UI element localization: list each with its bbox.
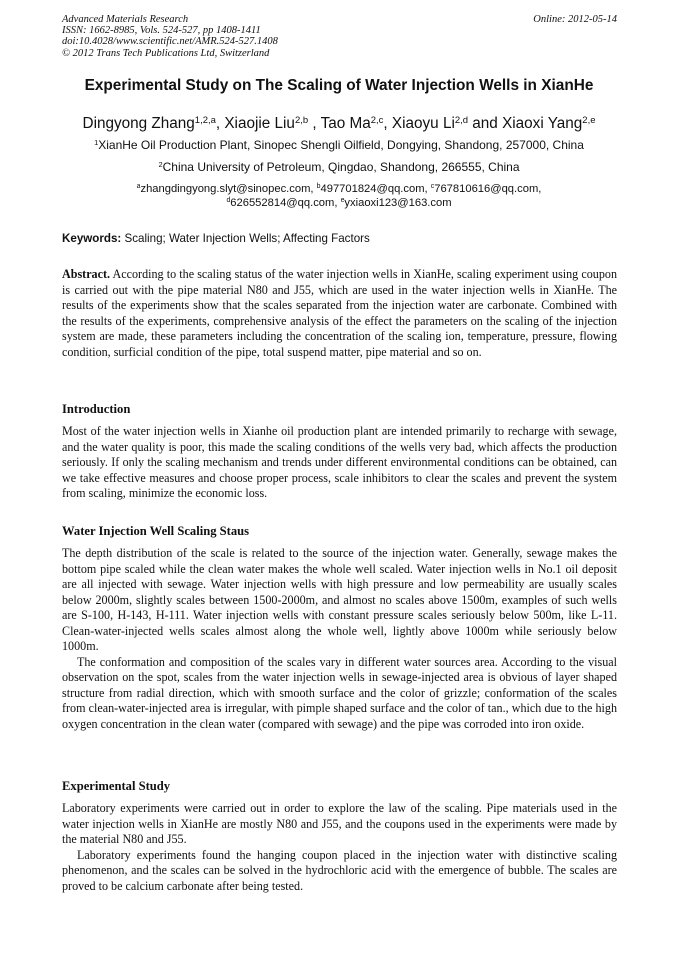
- keywords-text: Scaling; Water Injection Wells; Affecting Factors: [121, 232, 370, 245]
- affiliation-text: XianHe Oil Production Plant, Sinopec Shengli Oilfield, Dongying, Shandong, 257000, China: [98, 138, 584, 152]
- section-heading-introduction: Introduction: [62, 402, 131, 416]
- email-line-1: [30, 182, 648, 196]
- email-marker: a: [136, 183, 141, 191]
- paper-title: Experimental Study on The Scaling of Water Injection Wells in XianHe: [84, 77, 594, 94]
- author-separator: and: [468, 115, 503, 132]
- email-marker: e: [340, 197, 345, 205]
- email-link[interactable]: 497701824@qq.com,: [320, 183, 431, 195]
- affiliation-2: [30, 160, 648, 174]
- introduction-body: [62, 424, 617, 502]
- email-link[interactable]: 767810616@qq.com,: [434, 183, 542, 195]
- abstract-text: According to the scaling status of the water injection wells in XianHe, scaling experiment using coupon is carried out with the pipe material N80 and J55, which are used in the water injection wells in XianHe. The results of the experiments show that the scales separated from the injection water are carbonate. Combined with the results of the experiments, comprehensive analysis of the effect the parameters on the scaling of the injection system are made, these parameters including the concentration of the scaling ion, temperature, pressure, flowing condition, surficial condition of the pipe, total suspend matter, pipe material and so on.: [62, 267, 617, 359]
- email-marker: d: [226, 197, 231, 205]
- doi-line: doi:10.4028/www.scientific.net/AMR.524-527.1408: [62, 36, 278, 48]
- paragraph: The conformation and composition of the scales vary in different water sources area. According to the visual observation on the spot, scales from the water injection wells in sewage-injected area is obvious of layer shaped structure from radial direction, which with smooth surface and the color of grizzle; conformation of the scales from clean-water-injected area is irregular, with pimple shaped surface and the color of tan., which due to the high oxygen concentration in the clean water (compared with sewage) and the pipe was corroded into iron oxide.: [62, 654, 617, 731]
- email-link[interactable]: yxiaoxi123@163.com: [344, 197, 452, 209]
- paragraph: Most of the water injection wells in Xianhe oil production plant are intended primarily to recharge with sewage, and the water quality is poor, this made the scaling conditions of the wells very bad, which affects the production seriously. If only the scaling mechanism and trends under different environmental conditions can be obtained, can we take effective measures and choose proper process, scale inhibitors to clear the scales and prevent the system from scaling, minimize the economic loss.: [62, 424, 617, 500]
- author-name: Tao Ma: [320, 115, 371, 132]
- keywords: [62, 232, 617, 245]
- keywords-label: Keywords:: [62, 232, 122, 245]
- author-separator: ,: [215, 115, 225, 132]
- author-affil-marker: 2,e: [582, 114, 596, 126]
- affiliation-marker: 2: [158, 159, 163, 169]
- affiliation-1: [30, 138, 648, 152]
- author-affil-marker: 2,c: [370, 114, 384, 126]
- section-heading-experimental: Experimental Study: [62, 779, 171, 793]
- status-body: [62, 546, 617, 732]
- abstract-label: Abstract.: [62, 267, 111, 281]
- author-list: [30, 115, 648, 133]
- email-line-2: [30, 196, 648, 210]
- email-marker: b: [316, 183, 321, 191]
- author-affil-marker: 2,b: [294, 114, 309, 126]
- author-affil-marker: 2,d: [454, 114, 469, 126]
- affiliation-text: China University of Petroleum, Qingdao, Shandong, 266555, China: [162, 160, 520, 174]
- email-link[interactable]: zhangdingyong.slyt@sinopec.com,: [140, 183, 317, 195]
- abstract: [62, 267, 617, 360]
- author-name: Dingyong Zhang: [82, 115, 195, 132]
- author-separator: ,: [383, 115, 392, 132]
- paragraph: Laboratory experiments were carried out in order to explore the law of the scaling. Pipe materials used in the water injection wells in XianHe are mostly N80 and J55, and the coupons used in the experiments were made by the material N80 and J55.: [62, 801, 617, 846]
- author-name: Xiaoyu Li: [391, 115, 455, 132]
- journal-name: Advanced Materials Research: [62, 14, 189, 25]
- paragraph: The depth distribution of the scale is related to the source of the injection water. Generally, sewage makes the bottom pipe scaled while the clean water makes the whole well scaled. Water injection wells in No.1 oil deposit are all injected with sewage. Water injection wells with high pressure and low permeability are usually scales below 2000m, slightly scales between 1500-2000m, and almost no scales above 1500m, examples of such wells are S-100, H-143, H-111. Water injection wells with constant pressure scales seriously below 500m, like L-11. Clean-water-injected wells scales almost along the whole well, lightly above 1000m while seriously below 1000m.: [62, 546, 617, 653]
- issn-line: ISSN: 1662-8985, Vols. 524-527, pp 1408-1411: [62, 25, 261, 37]
- copyright-line: © 2012 Trans Tech Publications Ltd, Switzerland: [62, 47, 270, 59]
- author-separator: ,: [308, 115, 321, 132]
- author-affil-marker: 1,2,a: [194, 114, 216, 126]
- section-heading-status: Water Injection Well Scaling Staus: [62, 524, 250, 538]
- experimental-body: [62, 801, 617, 894]
- author-name: Xiaoxi Yang: [502, 115, 583, 132]
- online-date: Online: 2012-05-14: [533, 14, 617, 25]
- journal-header: [62, 14, 617, 59]
- author-emails: [30, 182, 648, 210]
- email-marker: c: [430, 183, 435, 191]
- author-name: Xiaojie Liu: [224, 115, 295, 132]
- affiliation-marker: 1: [94, 137, 99, 147]
- paragraph: Laboratory experiments found the hanging coupon placed in the injection water with distinctive scaling phenomenon, and the scales can be solved in the hydrochloric acid with the emergence of bubble. The scales are proved to be calcium carbonate after being tested.: [62, 847, 617, 893]
- email-link[interactable]: 626552814@qq.com,: [230, 197, 341, 209]
